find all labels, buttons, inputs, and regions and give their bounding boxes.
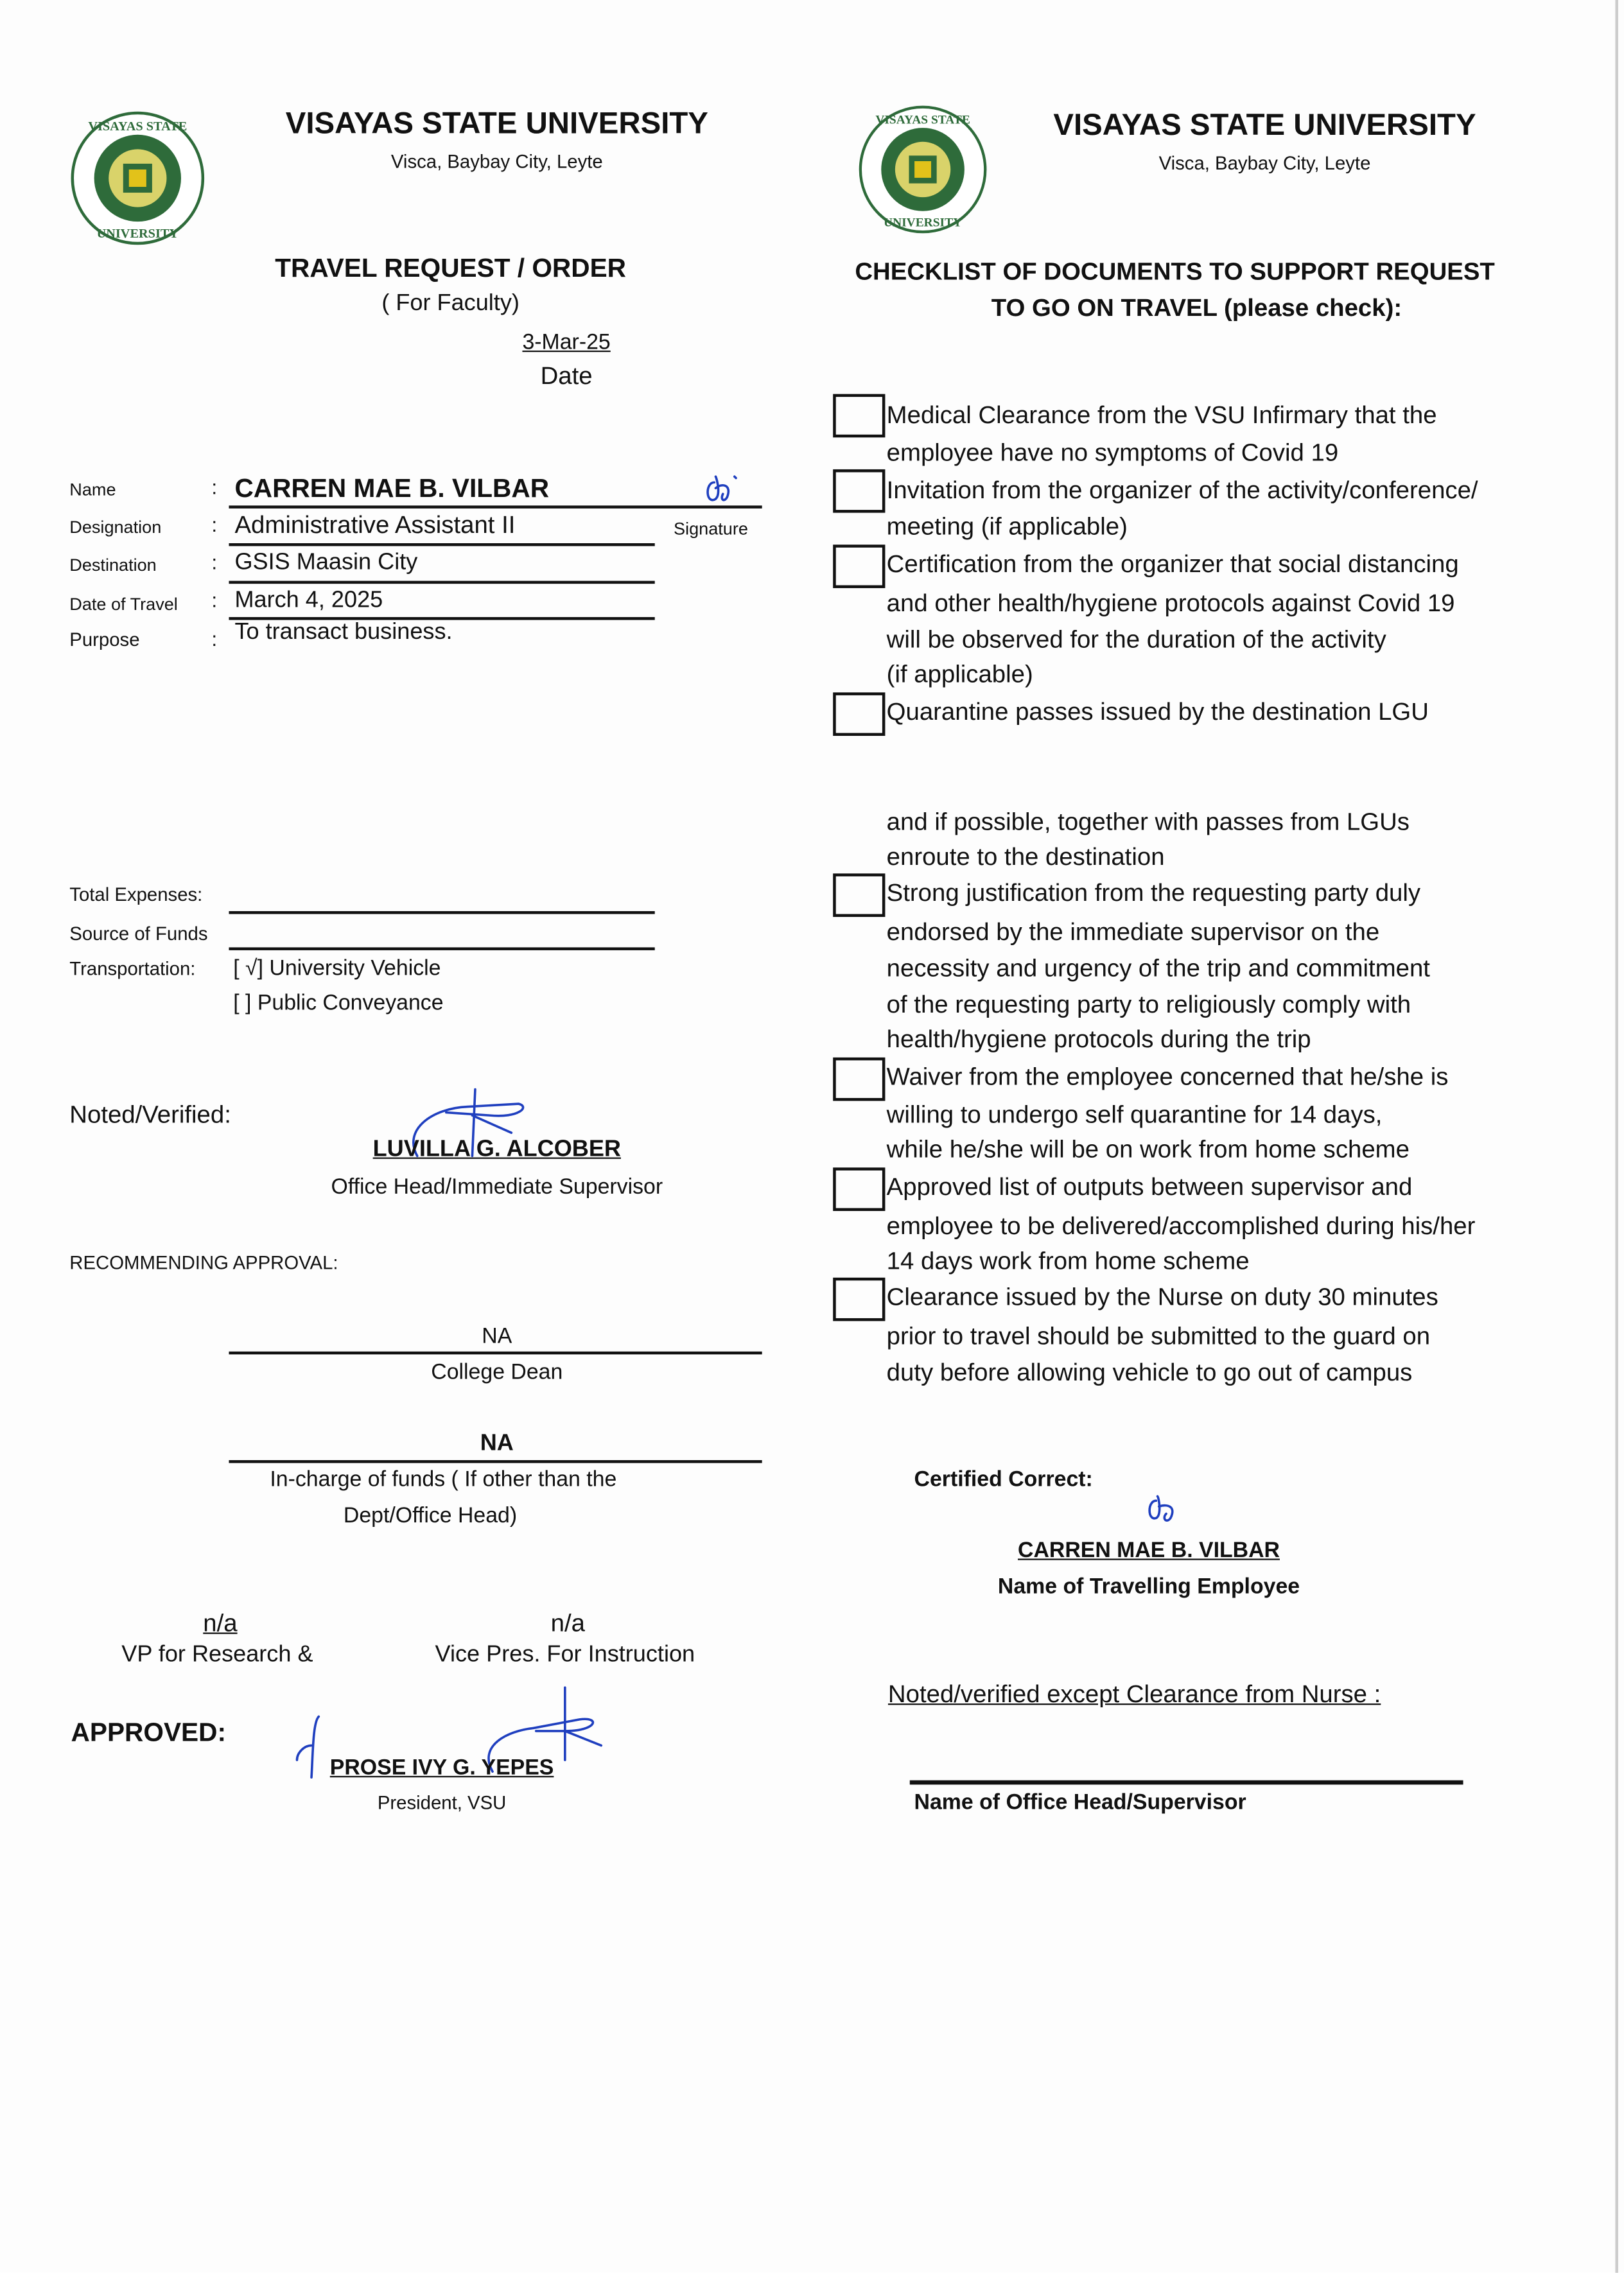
name-label: Name	[69, 479, 116, 500]
svg-text:VISAYAS STATE: VISAYAS STATE	[88, 119, 188, 134]
checklist-item-text: willing to undergo self quarantine for 14 days,	[886, 1101, 1383, 1129]
checklist-item-text: and if possible, together with passes from LGUs	[886, 808, 1410, 836]
checklist-item-text: (if applicable)	[886, 660, 1033, 688]
checklist-item-text: Strong justification from the requesting party duly	[886, 879, 1421, 907]
employee-signature-certified	[1144, 1492, 1185, 1528]
noted-verified-label: Noted/Verified:	[69, 1101, 231, 1129]
president-name: PROSE IVY G. YEPES	[329, 1755, 554, 1781]
office-head-title: Name of Office Head/Supervisor	[914, 1790, 1246, 1815]
checklist-item-text: endorsed by the immediate supervisor on the	[886, 918, 1380, 946]
dean-title: College Dean	[431, 1360, 563, 1385]
checklist-checkbox[interactable]	[833, 469, 885, 513]
name-value[interactable]: CARREN MAE B. VILBAR	[234, 473, 550, 503]
supervisor-name: LUVILLA G. ALCOBER	[372, 1136, 621, 1162]
funds-incharge-value: NA	[480, 1431, 514, 1456]
svg-text:UNIVERSITY: UNIVERSITY	[884, 216, 963, 230]
checklist-item-text: duty before allowing vehicle to go out of campus	[886, 1359, 1413, 1386]
total-expenses-label: Total Expenses:	[69, 884, 203, 905]
checklist-heading: CHECKLIST OF DOCUMENTS TO SUPPORT REQUEST	[855, 257, 1495, 286]
form-subtitle: ( For Faculty)	[381, 291, 520, 316]
purpose-value[interactable]: To transact business.	[234, 620, 453, 645]
vp-instruction-value: n/a	[550, 1609, 586, 1637]
date-label: Date	[540, 362, 593, 390]
purpose-label: Purpose	[69, 629, 140, 650]
svg-text:UNIVERSITY: UNIVERSITY	[96, 226, 179, 241]
university-address-right: Visca, Baybay City, Leyte	[1158, 152, 1371, 174]
checklist-checkbox[interactable]	[833, 394, 885, 438]
checklist-item-text: will be observed for the duration of the activity	[886, 625, 1386, 654]
supervisor-title: Office Head/Immediate Supervisor	[331, 1174, 663, 1199]
form-title: TRAVEL REQUEST / ORDER	[275, 253, 626, 283]
checklist-item-text: prior to travel should be submitted to the guard on	[886, 1322, 1431, 1350]
dean-value: NA	[482, 1323, 512, 1349]
funds-incharge-line	[229, 1460, 762, 1463]
vp-research-value: n/a	[203, 1609, 238, 1637]
employee-signature	[703, 471, 746, 507]
checklist-item-text: Quarantine passes issued by the destination LGU	[886, 698, 1429, 726]
page-edge	[1615, 0, 1618, 2273]
employee-name: CARREN MAE B. VILBAR	[1018, 1538, 1280, 1563]
university-name-right: VISAYAS STATE UNIVERSITY	[1053, 109, 1476, 143]
checklist-checkbox[interactable]	[833, 1058, 885, 1101]
destination-underline	[229, 581, 654, 584]
designation-label: Designation	[69, 517, 162, 537]
funds-incharge-title-2: Dept/Office Head)	[343, 1503, 518, 1529]
name-underline	[229, 505, 762, 509]
checklist-heading-2: TO GO ON TRAVEL (please check):	[991, 293, 1402, 322]
destination-value[interactable]: GSIS Maasin City	[234, 550, 418, 575]
source-of-funds-line[interactable]	[229, 947, 654, 950]
checklist-item-text: Medical Clearance from the VSU Infirmary that the	[886, 401, 1437, 429]
request-date: 3-Mar-25	[522, 330, 611, 355]
source-of-funds-label: Source of Funds	[69, 923, 208, 945]
employee-title: Name of Travelling Employee	[997, 1574, 1300, 1599]
date-of-travel-value[interactable]: March 4, 2025	[234, 588, 383, 613]
checklist-checkbox[interactable]	[833, 544, 885, 588]
certified-correct-label: Certified Correct:	[914, 1467, 1093, 1492]
checklist-item-text: of the requesting party to religiously comply with	[886, 991, 1411, 1018]
university-name: VISAYAS STATE UNIVERSITY	[285, 107, 708, 141]
checklist-item-text: Invitation from the organizer of the activity/conference/	[886, 476, 1478, 505]
dean-line	[229, 1352, 762, 1355]
colon: :	[211, 588, 218, 612]
checklist-item-text: health/hygiene protocols during the trip	[886, 1025, 1311, 1054]
colon: :	[211, 475, 218, 499]
checklist-item-text: 14 days work from home scheme	[886, 1247, 1250, 1275]
university-seal-logo-right	[855, 104, 991, 234]
checklist-checkbox[interactable]	[833, 692, 885, 736]
checklist-item-text: meeting (if applicable)	[886, 512, 1128, 541]
signature-label: Signature	[674, 518, 748, 539]
destination-label: Destination	[69, 555, 157, 575]
checklist-checkbox[interactable]	[833, 1167, 885, 1211]
office-head-line[interactable]	[910, 1781, 1463, 1785]
recommending-approval-label: RECOMMENDING APPROVAL:	[69, 1251, 338, 1274]
checklist-item-text: Certification from the organizer that social distancing	[886, 550, 1459, 579]
checklist-item-text: employee have no symptoms of Covid 19	[886, 439, 1339, 467]
colon: :	[211, 627, 218, 650]
checklist-item-text: employee to be delivered/accomplished during his/her	[886, 1212, 1476, 1241]
checklist-item-text: Waiver from the employee concerned that he/she is	[886, 1063, 1449, 1091]
transport-university-vehicle[interactable]: [ √] University Vehicle	[233, 955, 441, 981]
president-title: President, VSU	[377, 1791, 507, 1814]
noted-except-nurse: Noted/verified except Clearance from Nurse :	[887, 1680, 1381, 1708]
checklist-checkbox[interactable]	[833, 873, 885, 917]
total-expenses-line[interactable]	[229, 911, 654, 914]
checklist-item-text: while he/she will be on work from home scheme	[886, 1135, 1410, 1163]
checklist-checkbox[interactable]	[833, 1278, 885, 1321]
designation-value[interactable]: Administrative Assistant II	[234, 511, 516, 539]
checklist-item-text: and other health/hygiene protocols against Covid 19	[886, 589, 1455, 618]
colon: :	[211, 512, 218, 536]
approved-label: APPROVED:	[71, 1718, 226, 1747]
transport-public-conveyance[interactable]: [ ] Public Conveyance	[233, 991, 444, 1016]
vp-instruction-title: Vice Pres. For Instruction	[435, 1642, 695, 1668]
university-seal-logo	[69, 110, 205, 246]
checklist-item-text: Approved list of outputs between supervisor and	[886, 1173, 1413, 1201]
svg-text:VISAYAS STATE: VISAYAS STATE	[875, 113, 970, 127]
university-address: Visca, Baybay City, Leyte	[390, 150, 603, 173]
vp-research-title: VP for Research &	[121, 1642, 313, 1668]
checklist-item-text: necessity and urgency of the trip and commitment	[886, 954, 1430, 982]
funds-incharge-title: In-charge of funds ( If other than the	[270, 1467, 617, 1492]
colon: :	[211, 550, 218, 574]
designation-underline	[229, 543, 654, 546]
date-of-travel-label: Date of Travel	[69, 593, 178, 614]
checklist-item-text: enroute to the destination	[886, 842, 1165, 871]
checklist-item-text: Clearance issued by the Nurse on duty 30 minutes	[886, 1283, 1438, 1311]
transportation-label: Transportation:	[69, 957, 196, 980]
